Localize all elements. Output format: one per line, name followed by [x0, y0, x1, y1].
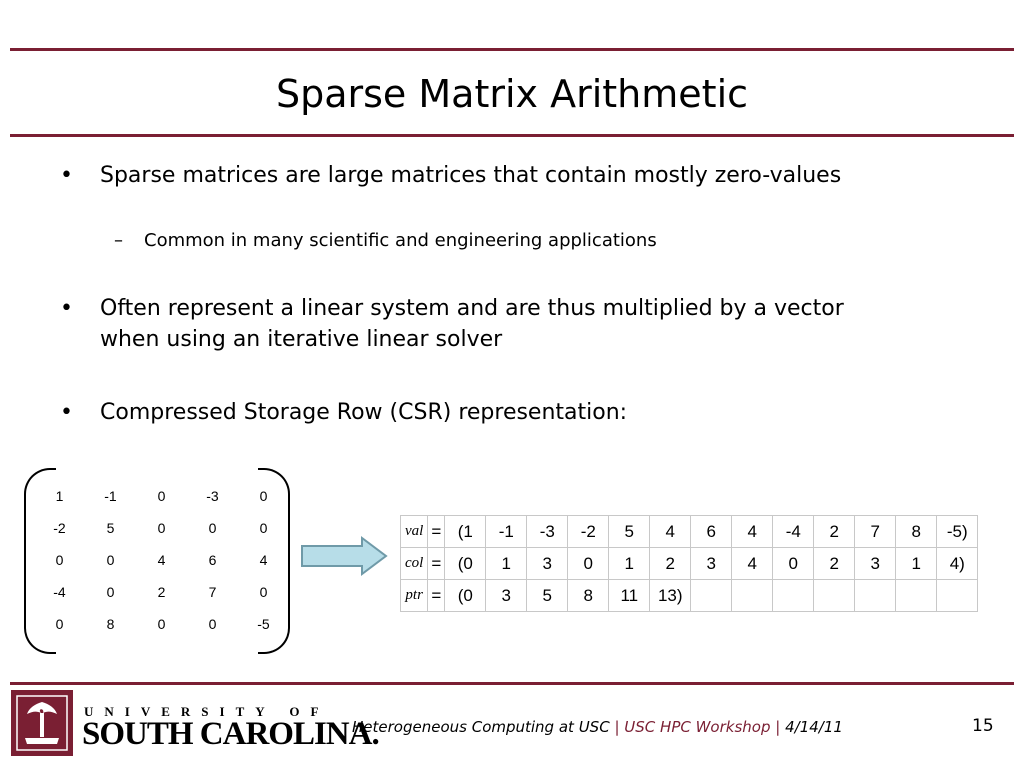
csr-cell: 2: [814, 548, 855, 580]
csr-cell: 3: [855, 548, 896, 580]
footer-workshop: USC HPC Workshop: [624, 718, 771, 736]
bullet-dot: •: [60, 163, 73, 188]
csr-row-label: val: [401, 516, 428, 548]
matrix-row: [34, 576, 289, 608]
csr-cell: 3: [691, 548, 732, 580]
matrix-cell: 0: [106, 552, 115, 568]
footer-event: Heterogeneous Computing at USC: [352, 718, 610, 736]
csr-cell: 1: [609, 548, 650, 580]
csr-cell: 4): [937, 548, 978, 580]
matrix-row: [34, 544, 289, 576]
bullet-2-text: Often represent a linear system and are thus multiplied by a vector when using an iterative linear solver: [100, 296, 844, 352]
matrix-cell: 4: [157, 552, 166, 568]
matrix-cell: 4: [259, 552, 268, 568]
matrix-cell: 0: [157, 488, 166, 504]
bullet-dot: •: [60, 296, 73, 321]
right-arrow-icon: [300, 536, 390, 576]
csr-equals: =: [428, 516, 445, 548]
matrix-row: [34, 608, 289, 640]
sub-bullet-1-text: Common in many scientific and engineering applications: [144, 230, 657, 251]
bullet-1-text: Sparse matrices are large matrices that contain mostly zero-values: [100, 163, 842, 188]
csr-cell: 13): [650, 580, 691, 612]
csr-cell: 3: [527, 548, 568, 580]
matrix-cell: 8: [106, 616, 115, 632]
csr-cell: 2: [814, 516, 855, 548]
csr-cell: 5: [609, 516, 650, 548]
matrix-cell: -4: [53, 584, 66, 600]
university-wordmark: SOUTH CAROLINA.: [82, 716, 379, 752]
csr-cell: 8: [896, 516, 937, 548]
university-wordmark-top: UNIVERSITY OF: [84, 704, 330, 719]
csr-row-val: [401, 516, 978, 548]
csr-row-label: col: [401, 548, 428, 580]
matrix-cell: 0: [259, 520, 268, 536]
sub-bullet-1: [114, 228, 657, 254]
csr-cell: [855, 580, 896, 612]
csr-table: [400, 515, 978, 612]
csr-cell: -2: [568, 516, 609, 548]
csr-cell: 1: [896, 548, 937, 580]
matrix-cell: 5: [106, 520, 115, 536]
bullet-3: [60, 397, 910, 428]
csr-cell: 8: [568, 580, 609, 612]
matrix-cell: 0: [259, 584, 268, 600]
matrix-cell: -1: [104, 488, 117, 504]
csr-equals: =: [428, 548, 445, 580]
csr-row-ptr: [401, 580, 978, 612]
matrix-cell: 7: [208, 584, 217, 600]
top-rule: [10, 48, 1014, 51]
matrix-cell: 0: [55, 552, 64, 568]
csr-equals: =: [428, 580, 445, 612]
bullet-3-text: Compressed Storage Row (CSR) representation:: [100, 400, 628, 425]
matrix-cell: 0: [208, 616, 217, 632]
csr-cell: 0: [773, 548, 814, 580]
csr-cell: 11: [609, 580, 650, 612]
csr-cell: 3: [486, 580, 527, 612]
matrix-grid: [34, 480, 289, 640]
csr-cell: 4: [732, 516, 773, 548]
sparse-matrix: [24, 468, 290, 650]
footer-rule: [10, 682, 1014, 685]
csr-cell: (0: [445, 580, 486, 612]
csr-cell: [896, 580, 937, 612]
matrix-cell: 6: [208, 552, 217, 568]
csr-cell: -5): [937, 516, 978, 548]
matrix-cell: 0: [55, 616, 64, 632]
csr-cell: 7: [855, 516, 896, 548]
csr-cell: [937, 580, 978, 612]
matrix-cell: 0: [106, 584, 115, 600]
matrix-cell: -3: [206, 488, 219, 504]
matrix-row: [34, 480, 289, 512]
bullet-dot: •: [60, 400, 73, 425]
matrix-cell: -2: [53, 520, 66, 536]
slide-title: Sparse Matrix Arithmetic: [275, 72, 749, 116]
csr-cell: 0: [568, 548, 609, 580]
footer-date: 4/14/11: [785, 718, 843, 736]
page-number: 15: [972, 716, 994, 736]
sub-bullet-dash: –: [114, 230, 123, 251]
csr-cell: [773, 580, 814, 612]
footer-separator: |: [775, 718, 781, 736]
csr-cell: 4: [732, 548, 773, 580]
csr-row-label: ptr: [401, 580, 428, 612]
csr-cell: (0: [445, 548, 486, 580]
csr-cell: -1: [486, 516, 527, 548]
csr-cell: [814, 580, 855, 612]
csr-cell: [732, 580, 773, 612]
csr-cell: -4: [773, 516, 814, 548]
csr-row-col: [401, 548, 978, 580]
csr-cell: [691, 580, 732, 612]
csr-cell: -3: [527, 516, 568, 548]
university-logo: [11, 690, 73, 756]
matrix-cell: 2: [157, 584, 166, 600]
bullet-1: [60, 160, 910, 191]
title-rule: [10, 134, 1014, 137]
csr-cell: 5: [527, 580, 568, 612]
matrix-cell: 0: [259, 488, 268, 504]
matrix-cell: -5: [257, 616, 270, 632]
csr-cell: 2: [650, 548, 691, 580]
csr-cell: 6: [691, 516, 732, 548]
matrix-cell: 0: [208, 520, 217, 536]
matrix-cell: 0: [157, 520, 166, 536]
csr-cell: 1: [486, 548, 527, 580]
matrix-cell: 0: [157, 616, 166, 632]
csr-cell: (1: [445, 516, 486, 548]
csr-cell: 4: [650, 516, 691, 548]
footer-caption: [352, 718, 843, 736]
matrix-cell: 1: [55, 488, 64, 504]
bullet-2: [60, 293, 910, 355]
footer-separator: |: [614, 718, 620, 736]
matrix-row: [34, 512, 289, 544]
